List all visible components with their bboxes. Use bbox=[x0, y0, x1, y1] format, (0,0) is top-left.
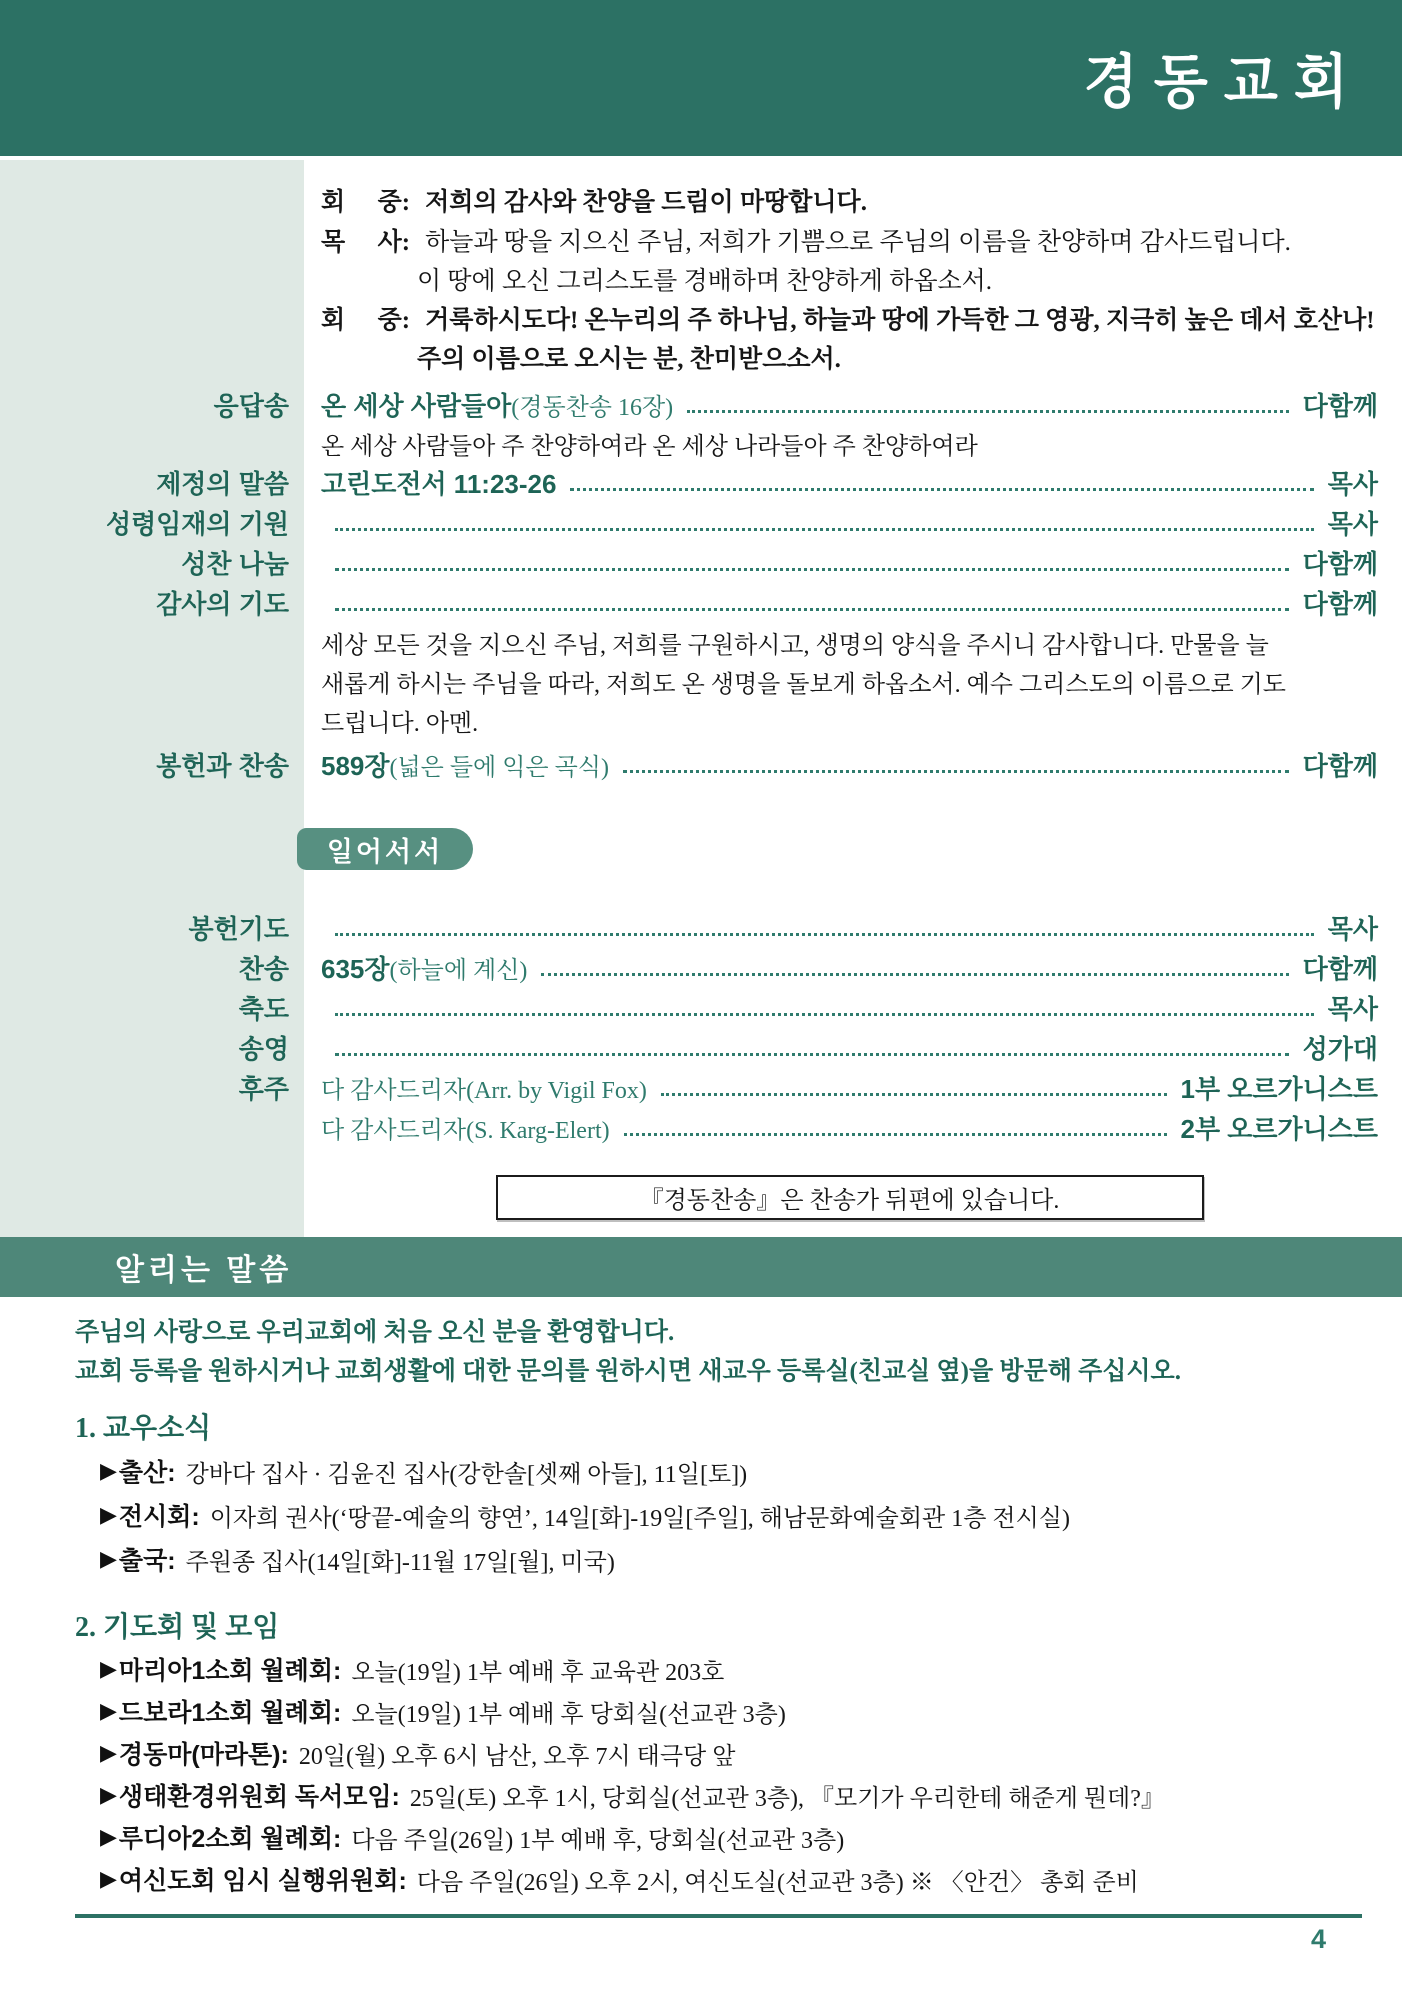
order-label bbox=[0, 462, 304, 502]
order-item-title: 다 감사드리자(S. Karg-Elert) bbox=[321, 1117, 610, 1144]
worship-row bbox=[0, 828, 1402, 870]
order-content bbox=[304, 502, 1402, 542]
order-assignee: 목사 bbox=[1327, 913, 1378, 944]
order-content bbox=[304, 220, 1402, 260]
dotted-leader bbox=[335, 1013, 1314, 1016]
section-heading: 2. 기도회 및 모임 bbox=[75, 1612, 280, 1643]
announcements-section bbox=[0, 1297, 1402, 1955]
order-item-subtitle: (경동찬송 16장) bbox=[511, 394, 674, 421]
dialogue-text: 거룩하시도다! 온누리의 주 하나님, 하늘과 땅에 가득한 그 영광, 지극히 높은 데서 호산나! bbox=[425, 307, 1375, 334]
worship-row bbox=[0, 627, 1402, 744]
worship-row bbox=[0, 947, 1402, 987]
worship-order-section bbox=[0, 160, 1402, 1237]
dialogue-text: 주의 이름으로 오시는 분, 찬미받으소서. bbox=[417, 346, 841, 373]
speaker-label: 회 중: bbox=[321, 307, 411, 334]
order-label bbox=[0, 1027, 304, 1067]
dotted-leader bbox=[623, 770, 1289, 773]
order-label-text: 봉헌과 찬송 bbox=[156, 750, 289, 781]
page-header bbox=[0, 0, 1402, 156]
worship-row bbox=[0, 180, 1402, 220]
announcement-item-label: 여신도회 임시 실행위원회: bbox=[118, 1867, 407, 1895]
order-item-title: 다 감사드리자(Arr. by Vigil Fox) bbox=[321, 1077, 647, 1104]
page-number: 4 bbox=[1310, 1924, 1326, 1954]
dotted-leader bbox=[335, 568, 1289, 571]
worship-row bbox=[0, 338, 1402, 376]
dotted-leader bbox=[624, 1133, 1167, 1136]
section-heading: 1. 교우소식 bbox=[75, 1413, 212, 1444]
worship-row bbox=[0, 424, 1402, 462]
dotted-leader bbox=[335, 608, 1289, 611]
dialogue-text: 저희의 감사와 찬양을 드림이 마땅합니다. bbox=[425, 189, 867, 216]
order-assignee: 다함께 bbox=[1302, 548, 1378, 579]
announcement-item-text: 20일(월) 오후 6시 남산, 오후 7시 태극당 앞 bbox=[298, 1743, 736, 1770]
order-content bbox=[304, 828, 1402, 870]
order-label-text: 축도 bbox=[238, 993, 289, 1024]
worship-row bbox=[0, 1067, 1402, 1107]
announcement-item-text: 오늘(19일) 1부 예배 후 교육관 203호 bbox=[351, 1659, 725, 1686]
order-content bbox=[304, 947, 1402, 987]
order-content bbox=[304, 384, 1402, 424]
announcement-item-text: 다음 주일(26일) 오후 2시, 여신도실(선교관 3층) ※ 〈안건〉 총회 준비 bbox=[416, 1869, 1139, 1896]
footer-rule bbox=[75, 1914, 1362, 1918]
order-content bbox=[304, 260, 1402, 298]
order-item-title: 589장 bbox=[321, 750, 390, 781]
church-logo: 경동교회 bbox=[1083, 50, 1364, 116]
order-label bbox=[0, 298, 304, 338]
dialogue-text: 하늘과 땅을 지으신 주님, 저희가 기쁨으로 주님의 이름을 찬양하며 감사드립니다. bbox=[425, 229, 1291, 256]
order-content bbox=[304, 298, 1402, 338]
announcement-item bbox=[100, 1774, 1362, 1816]
announcement-item-text: 다음 주일(26일) 1부 예배 후, 당회실(선교관 3층) bbox=[351, 1827, 845, 1854]
announcement-item-text: 오늘(19일) 1부 예배 후 당회실(선교관 3층) bbox=[351, 1701, 786, 1728]
announcement-item bbox=[100, 1493, 1362, 1537]
order-assignee: 다함께 bbox=[1302, 390, 1378, 421]
order-content bbox=[304, 987, 1402, 1027]
order-label bbox=[0, 1175, 304, 1220]
order-content bbox=[304, 462, 1402, 502]
stand-up-badge: 일어서서 bbox=[297, 828, 473, 870]
welcome-line: 주님의 사랑으로 우리교회에 처음 오신 분을 환영합니다. bbox=[75, 1319, 675, 1346]
triangle-bullet-icon: ▶ bbox=[100, 1698, 117, 1723]
order-label bbox=[0, 744, 304, 784]
speaker-label: 회 중: bbox=[321, 189, 411, 216]
announcement-item-label: 드보라1소회 월례회: bbox=[118, 1699, 342, 1727]
dotted-leader bbox=[335, 933, 1314, 936]
order-label bbox=[0, 1107, 304, 1147]
order-item-subtitle: (넓은 들에 익은 곡식) bbox=[389, 754, 609, 781]
hymn-refrain-text: 온 세상 사람들아 주 찬양하여라 온 세상 나라들아 주 찬양하여라 bbox=[321, 433, 978, 460]
dotted-leader bbox=[541, 973, 1288, 976]
order-label bbox=[0, 502, 304, 542]
order-content bbox=[304, 627, 1402, 744]
order-label-text: 감사의 기도 bbox=[156, 588, 289, 619]
order-label bbox=[0, 384, 304, 424]
worship-row bbox=[0, 384, 1402, 424]
dotted-leader bbox=[335, 528, 1314, 531]
dotted-leader bbox=[570, 488, 1313, 491]
notice-band-label: 알리는 말씀 bbox=[115, 1254, 293, 1287]
announcement-item-text: 이자희 권사(‘땅끝-예술의 향연’, 14일[화]-19일[주일], 해남문화예술회관 1층 전시실) bbox=[209, 1505, 1070, 1532]
announcement-item-text: 25일(토) 오후 1시, 당회실(선교관 3층), 『모기가 우리한테 해준게 뭔데?』 bbox=[409, 1785, 1165, 1812]
dotted-leader bbox=[687, 410, 1288, 413]
prayer-text-line: 새롭게 하시는 주님을 따라, 저희도 온 생명을 돌보게 하옵소서. 예수 그리스도의 이름으로 기도 bbox=[321, 672, 1286, 698]
order-assignee: 다함께 bbox=[1302, 953, 1378, 984]
triangle-bullet-icon: ▶ bbox=[100, 1824, 117, 1849]
triangle-bullet-icon: ▶ bbox=[100, 1866, 117, 1891]
worship-row bbox=[0, 744, 1402, 784]
order-label bbox=[0, 1067, 304, 1107]
sidebar-filler bbox=[0, 1220, 1402, 1237]
order-label bbox=[0, 180, 304, 220]
order-label bbox=[0, 260, 304, 298]
announcement-item-label: 전시회: bbox=[118, 1503, 200, 1531]
order-assignee: 다함께 bbox=[1302, 588, 1378, 619]
worship-row bbox=[0, 298, 1402, 338]
worship-row bbox=[0, 1175, 1402, 1220]
announcement-item bbox=[100, 1816, 1362, 1858]
announcement-item-text: 주원종 집사(14일[화]-11월 17일[월], 미국) bbox=[185, 1549, 615, 1576]
worship-row bbox=[0, 220, 1402, 260]
order-item-title: 635장 bbox=[321, 953, 390, 984]
order-label bbox=[0, 987, 304, 1027]
hymnal-note-box: 『경동찬송』은 찬송가 뒤편에 있습니다. bbox=[496, 1175, 1204, 1220]
order-label-text: 응답송 bbox=[213, 390, 289, 421]
order-item-subtitle: (하늘에 계신) bbox=[389, 957, 528, 984]
triangle-bullet-icon: ▶ bbox=[100, 1656, 117, 1681]
triangle-bullet-icon: ▶ bbox=[100, 1740, 117, 1765]
order-content bbox=[304, 1067, 1402, 1107]
order-content bbox=[304, 1175, 1402, 1220]
worship-row bbox=[0, 542, 1402, 582]
order-item-title: 고린도전서 11:23-26 bbox=[321, 468, 557, 499]
worship-row bbox=[0, 1027, 1402, 1067]
order-content bbox=[304, 180, 1402, 220]
order-assignee: 목사 bbox=[1327, 468, 1378, 499]
order-label bbox=[0, 424, 304, 462]
order-content bbox=[304, 338, 1402, 376]
order-label-text: 제정의 말씀 bbox=[156, 468, 289, 499]
order-assignee: 2부 오르가니스트 bbox=[1180, 1113, 1378, 1144]
order-content bbox=[304, 1107, 1402, 1147]
announcement-item bbox=[100, 1690, 1362, 1732]
announcement-item-label: 마리아1소회 월례회: bbox=[118, 1657, 342, 1685]
order-assignee: 목사 bbox=[1327, 508, 1378, 539]
announcement-section bbox=[75, 1409, 1362, 1581]
announcement-sections bbox=[75, 1409, 1362, 1900]
announcement-item bbox=[100, 1732, 1362, 1774]
order-label-text: 봉헌기도 bbox=[188, 913, 289, 944]
order-label bbox=[0, 828, 304, 870]
order-assignee: 다함께 bbox=[1302, 750, 1378, 781]
order-label bbox=[0, 582, 304, 622]
announcement-item bbox=[100, 1537, 1362, 1581]
speaker-label: 목 사: bbox=[321, 229, 411, 256]
worship-row bbox=[0, 260, 1402, 298]
worship-row bbox=[0, 987, 1402, 1027]
announcement-item-label: 루디아2소회 월례회: bbox=[118, 1825, 342, 1853]
worship-rows bbox=[0, 160, 1402, 1237]
worship-row bbox=[0, 1107, 1402, 1147]
order-label-text: 후주 bbox=[238, 1073, 289, 1104]
order-content bbox=[304, 542, 1402, 582]
order-assignee: 1부 오르가니스트 bbox=[1180, 1073, 1378, 1104]
announcement-section bbox=[75, 1608, 1362, 1900]
welcome-line: 교회 등록을 원하시거나 교회생활에 대한 문의를 원하시면 새교우 등록실(친교실 옆)을 방문해 주십시오. bbox=[75, 1358, 1181, 1385]
order-content bbox=[304, 744, 1402, 784]
order-label bbox=[0, 947, 304, 987]
worship-row bbox=[0, 462, 1402, 502]
order-item-title: 온 세상 사람들아 bbox=[321, 390, 512, 421]
order-assignee: 성가대 bbox=[1302, 1033, 1378, 1064]
order-label-text: 송영 bbox=[238, 1033, 289, 1064]
worship-row bbox=[0, 907, 1402, 947]
prayer-text-line: 드립니다. 아멘. bbox=[321, 711, 479, 737]
announcement-item bbox=[100, 1449, 1362, 1493]
triangle-bullet-icon: ▶ bbox=[100, 1782, 117, 1807]
order-assignee: 목사 bbox=[1327, 993, 1378, 1024]
order-content bbox=[304, 907, 1402, 947]
prayer-text-line: 세상 모든 것을 지으신 주님, 저희를 구원하시고, 생명의 양식을 주시니 감사합니다. 만물을 늘 bbox=[321, 633, 1269, 659]
triangle-bullet-icon: ▶ bbox=[100, 1502, 117, 1527]
order-label-text: 성령임재의 기원 bbox=[105, 508, 289, 539]
order-content bbox=[304, 424, 1402, 462]
dotted-leader bbox=[335, 1053, 1289, 1056]
order-label bbox=[0, 627, 304, 744]
worship-row bbox=[0, 582, 1402, 622]
order-label bbox=[0, 338, 304, 376]
triangle-bullet-icon: ▶ bbox=[100, 1546, 117, 1571]
announcement-item-label: 경동마(마라톤): bbox=[118, 1741, 289, 1769]
dialogue-text: 이 땅에 오신 그리스도를 경배하며 찬양하게 하옵소서. bbox=[417, 268, 993, 295]
announcement-item bbox=[100, 1648, 1362, 1690]
order-content bbox=[304, 1027, 1402, 1067]
announcement-item-text: 강바다 집사 · 김윤진 집사(강한솔[셋째 아들], 11일[토]) bbox=[185, 1461, 748, 1488]
order-label bbox=[0, 220, 304, 260]
order-label-text: 성찬 나눔 bbox=[181, 548, 289, 579]
order-label-text: 찬송 bbox=[238, 953, 289, 984]
announcement-item-label: 출산: bbox=[118, 1459, 176, 1487]
announcement-item-label: 출국: bbox=[118, 1547, 176, 1575]
order-label bbox=[0, 542, 304, 582]
announcement-item bbox=[100, 1858, 1362, 1900]
triangle-bullet-icon: ▶ bbox=[100, 1458, 117, 1483]
notice-band bbox=[0, 1237, 1402, 1297]
announcement-item-label: 생태환경위원회 독서모임: bbox=[118, 1783, 400, 1811]
dotted-leader bbox=[661, 1093, 1167, 1096]
order-content bbox=[304, 582, 1402, 622]
worship-row bbox=[0, 502, 1402, 542]
order-label bbox=[0, 907, 304, 947]
